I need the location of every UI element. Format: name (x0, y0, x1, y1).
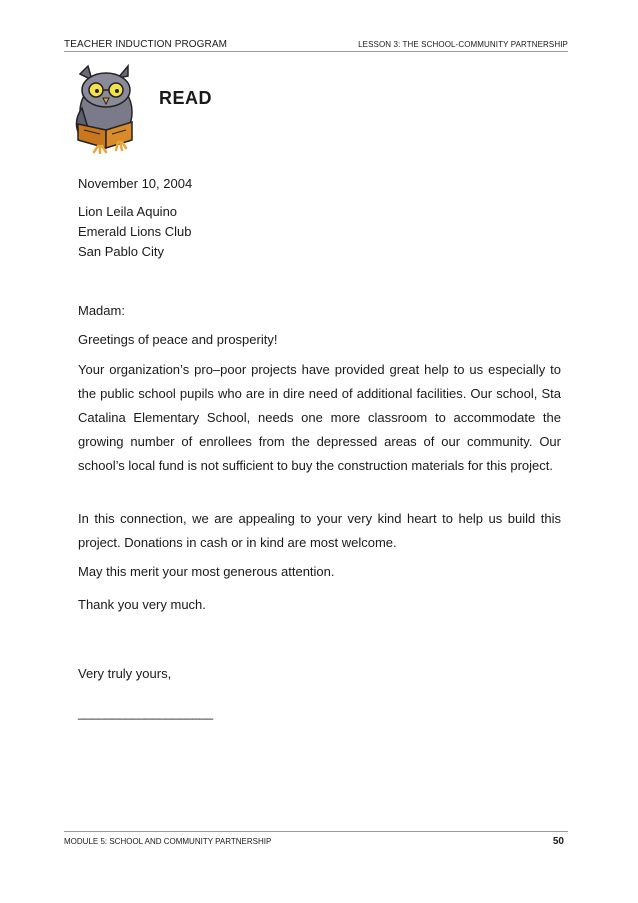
recipient-organization: Emerald Lions Club (78, 224, 192, 239)
owl-reading-book-icon (66, 64, 146, 154)
page-footer (64, 831, 568, 850)
body-paragraph-2: In this connection, we are appealing to your very kind heart to help us build this project. Donations in cash or in kind are most welcome. (78, 511, 561, 550)
recipient-city: San Pablo City (78, 244, 164, 259)
header-lesson-title: LESSON 3: THE SCHOOL-COMMUNITY PARTNERSHIP (358, 40, 568, 49)
body-paragraph-3: May this merit your most generous attention. (78, 564, 335, 579)
section-title: READ (159, 88, 213, 108)
header-program-title: TEACHER INDUCTION PROGRAM (64, 39, 228, 50)
page-header (64, 37, 568, 52)
body-paragraph-1: Your organization’s pro–poor projects have provided great help to us especially to the public school pupils who are in dire need of additional facilities. Our school, Sta Catalina Elementary School, needs one more classroom to accommodate the growing number of enrollees from the depressed areas of our community. Our school’s local fund is not sufficient to buy the construction materials for this project. (78, 362, 561, 473)
footer-module-title: MODULE 5: SCHOOL AND COMMUNITY PARTNERSHIP (64, 837, 272, 846)
recipient-name: Lion Leila Aquino (78, 204, 178, 219)
page-number: 50 (552, 836, 564, 847)
signature-line: ____________________ (78, 705, 213, 720)
closing: Very truly yours, (78, 666, 172, 681)
salutation: Madam: (78, 303, 125, 318)
greeting: Greetings of peace and prosperity! (78, 332, 278, 347)
thanks-line: Thank you very much. (78, 597, 206, 612)
letter-date: November 10, 2004 (78, 176, 193, 191)
